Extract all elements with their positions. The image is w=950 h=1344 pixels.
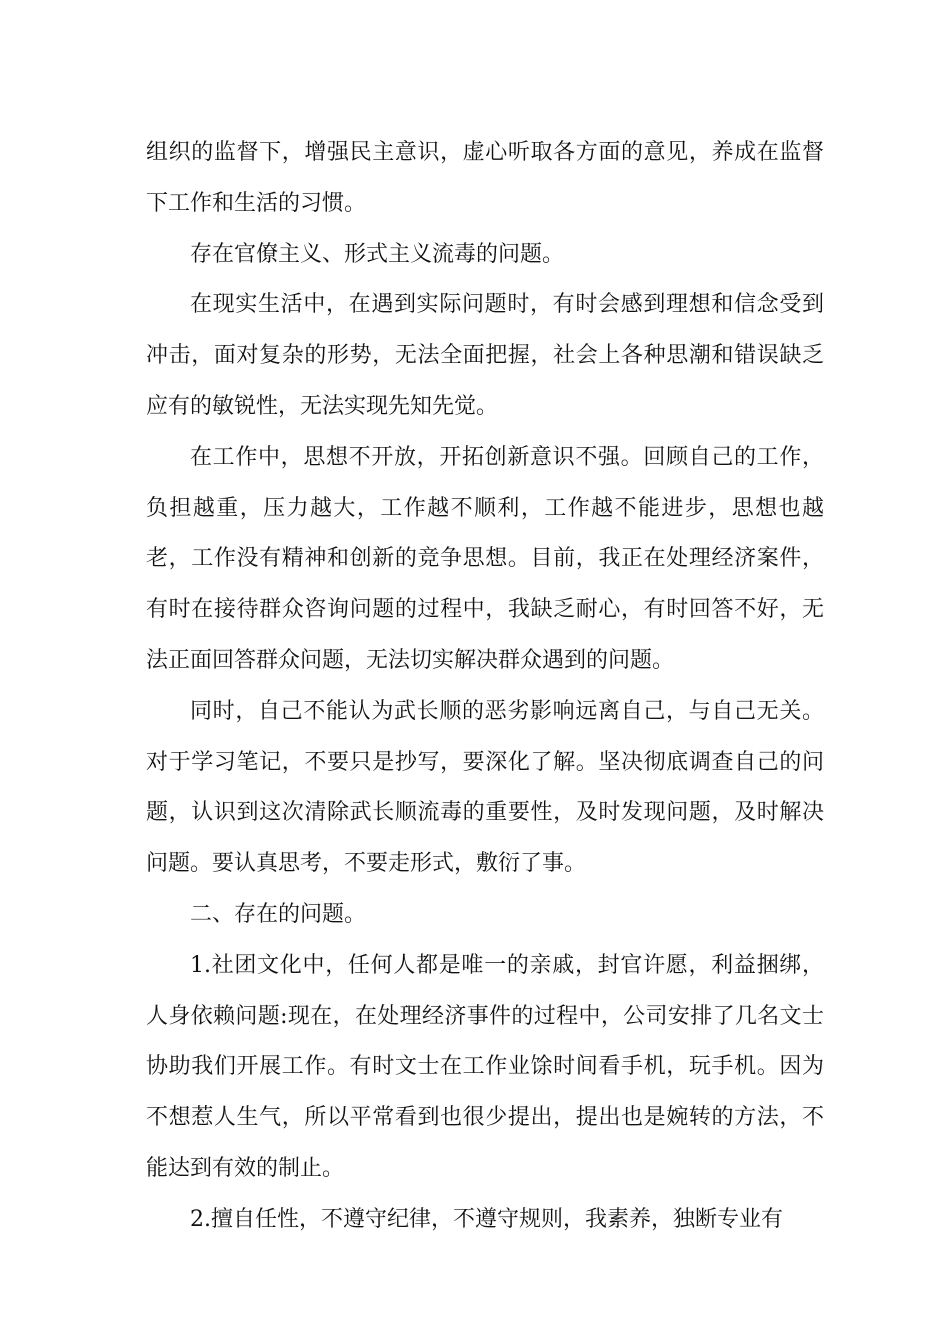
document-body [146, 128, 824, 1246]
paragraph-3: 在现实生活中，在遇到实际问题时，有时会感到理想和信念受到冲击，面对复杂的形势，无法全面把握，社会上各种思潮和错误缺乏应有的敏锐性，无法实现先知先觉。 [146, 292, 824, 419]
paragraph-1: 组织的监督下，增强民主意识，虚心听取各方面的意见，养成在监督下工作和生活的习惯。 [146, 140, 824, 216]
paragraph-5: 同时，自己不能认为武长顺的恶劣影响远离自己，与自己无关。对于学习笔记，不要只是抄写，要深化了解。坚决彻底调查自己的问题，认识到这次清除武长顺流毒的重要性，及时发现问题，及时解决问题。要认真思考，不要走形式，敷衍了事。 [146, 698, 824, 877]
paragraph-item-1: 1.社团文化中，任何人都是唯一的亲戚，封官许愿，利益捆绑，人身依赖问题:现在，在处理经济事件的过程中，公司安排了几名文士协助我们开展工作。有时文士在工作业馀时间看手机，玩手机。因为不想惹人生气，所以平常看到也很少提出，提出也是婉转的方法，不能达到有效的制止。 [146, 952, 824, 1181]
paragraph-4: 在工作中，思想不开放，开拓创新意识不强。回顾自己的工作，负担越重，压力越大，工作越不顺利，工作越不能进步，思想也越老，工作没有精神和创新的竞争思想。目前，我正在处理经济案件，有时在接待群众咨询问题的过程中，我缺乏耐心，有时回答不好，无法正面回答群众问题，无法切实解决群众遇到的问题。 [146, 444, 824, 673]
paragraph-item-2: 2.擅自任性，不遵守纪律，不遵守规则，我素养，独断专业有 [190, 1206, 783, 1232]
section-heading: 二、存在的问题。 [190, 901, 367, 927]
paragraph-2: 存在官僚主义、形式主义流毒的问题。 [190, 241, 565, 267]
